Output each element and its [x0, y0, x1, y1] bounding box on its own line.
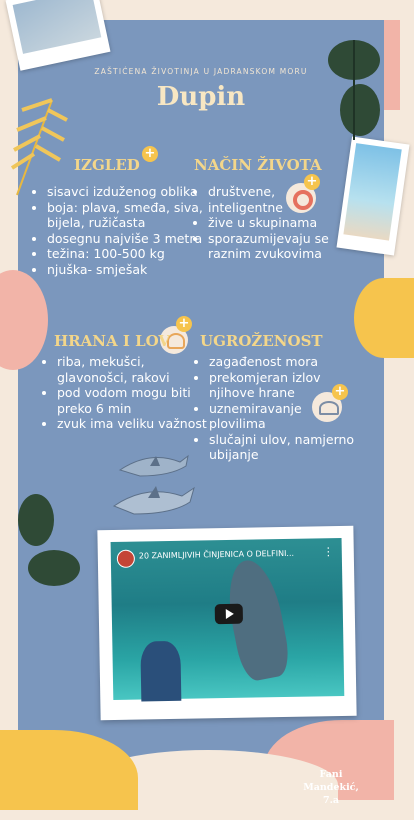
list-item: • pod vodom mogu biti preko 6 min: [57, 385, 207, 416]
plus-icon: +: [304, 174, 320, 190]
dolphins-illustration-icon: [110, 440, 210, 530]
list-item: • društvene, inteligentne: [208, 184, 348, 215]
list-item: • sisavci izduženog oblika: [47, 184, 212, 200]
play-button[interactable]: [215, 604, 243, 624]
section-title-izgled: IZGLED: [74, 156, 140, 174]
list-nacin-zivota: [194, 184, 348, 262]
channel-avatar[interactable]: [117, 550, 135, 568]
photo-polaroid-top-left: [6, 0, 111, 71]
monstera-leaf-left-icon: [14, 490, 84, 600]
author-class: 7.a: [322, 795, 340, 806]
video-title[interactable]: 20 ZANIMLJIVIH ČINJENICA O DELFINI...: [138, 548, 295, 561]
section-title-hrana-i-lov: HRANA I LOV: [54, 332, 171, 350]
poster-title: Dupin: [156, 82, 246, 112]
plus-icon: +: [142, 146, 158, 162]
list-item: • žive u skupinama: [208, 215, 348, 231]
more-vertical-icon[interactable]: ⋮: [322, 545, 334, 559]
yellow-blob-bottom-left: [0, 730, 138, 810]
author-signature: [296, 768, 366, 807]
section-title-nacin-zivota: NAČIN ŽIVOTA: [194, 156, 322, 174]
yellow-blob-right: [354, 278, 414, 358]
list-izgled: [33, 184, 212, 277]
person-scene: [140, 641, 181, 702]
author-name: Fani Mandekić,: [303, 769, 359, 793]
list-item: • njuška- smješak: [47, 262, 212, 278]
plus-icon: +: [332, 384, 348, 400]
section-title-ugrozenost: UGROŽENOST: [200, 332, 323, 350]
video-player[interactable]: [111, 538, 345, 700]
list-hrana-i-lov: [43, 354, 207, 432]
list-item: • zvuk ima veliku važnost: [57, 416, 207, 432]
list-item: • slučajni ulov, namjerno ubijanje: [209, 432, 359, 463]
play-icon: [226, 609, 234, 619]
video-frame: [97, 526, 356, 720]
list-item: • prekomjeran izlov njihove hrane: [209, 370, 359, 401]
list-item: • zagađenost mora: [209, 354, 359, 370]
list-item: • dosegnu najviše 3 metra: [47, 231, 212, 247]
list-item: • boja: plava, smeđa, siva, bijela, ružičasta: [47, 200, 212, 231]
plus-icon: +: [176, 316, 192, 332]
list-item: • težina: 100-500 kg: [47, 246, 212, 262]
list-item: • riba, mekušci, glavonošci, rakovi: [57, 354, 207, 385]
list-item: • sporazumijevaju se raznim zvukovima: [208, 231, 348, 262]
list-item: • uznemiravanje plovilima: [209, 401, 359, 432]
poster-subtitle: ZAŠTIĆENA ŽIVOTINJA U JADRANSKOM MORU: [94, 67, 308, 76]
